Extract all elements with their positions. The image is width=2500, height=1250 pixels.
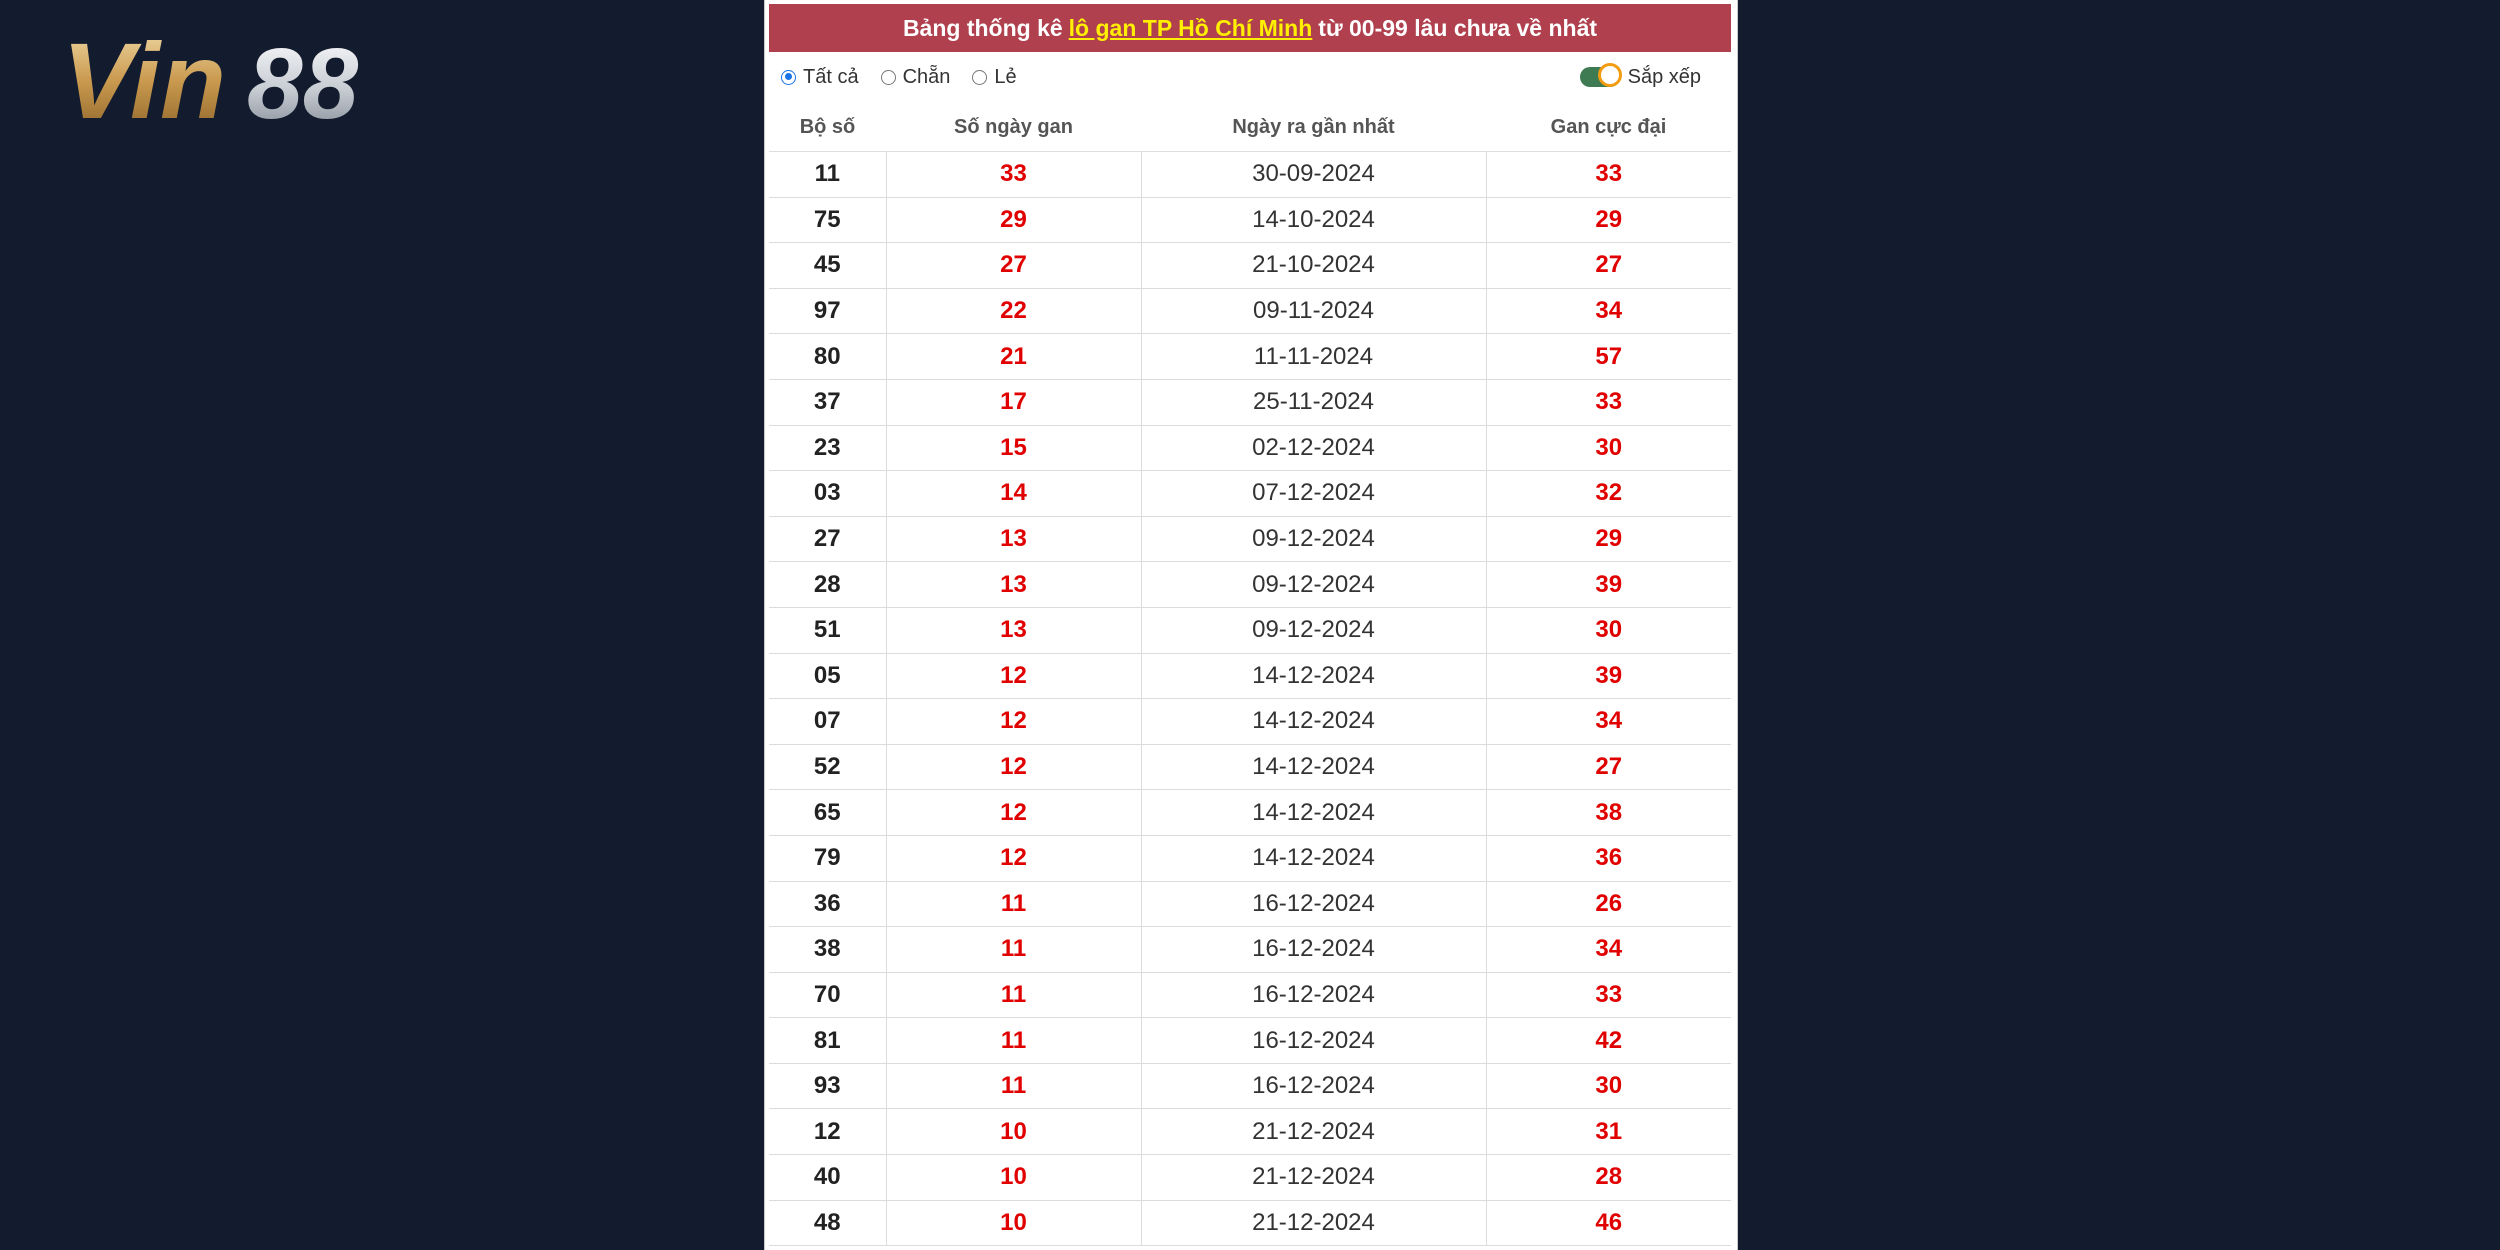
cell-so-ngay-gan: 22	[886, 288, 1141, 334]
table-row	[769, 835, 1731, 881]
cell-bo-so: 81	[769, 1018, 886, 1064]
cell-ngay-ra: 14-12-2024	[1141, 744, 1486, 790]
cell-gan-cuc-dai: 31	[1486, 1109, 1731, 1155]
cell-ngay-ra: 21-12-2024	[1141, 1155, 1486, 1201]
cell-gan-cuc-dai: 26	[1486, 881, 1731, 927]
cell-gan-cuc-dai: 30	[1486, 425, 1731, 471]
table-row	[769, 881, 1731, 927]
table-row	[769, 562, 1731, 608]
filter-all[interactable]	[781, 66, 859, 89]
table-row	[769, 516, 1731, 562]
cell-so-ngay-gan: 12	[886, 699, 1141, 745]
svg-text:88: 88	[247, 28, 359, 133]
lo-gan-table	[769, 104, 1731, 1246]
cell-ngay-ra: 14-12-2024	[1141, 790, 1486, 836]
sort-label: Sắp xếp	[1627, 65, 1701, 88]
cell-so-ngay-gan: 13	[886, 607, 1141, 653]
cell-gan-cuc-dai: 28	[1486, 1155, 1731, 1201]
cell-bo-so: 11	[769, 152, 886, 198]
cell-so-ngay-gan: 11	[886, 1063, 1141, 1109]
cell-gan-cuc-dai: 34	[1486, 288, 1731, 334]
table-title	[769, 4, 1731, 52]
table-row	[769, 197, 1731, 243]
radio-all-icon[interactable]	[781, 70, 796, 85]
header-ngay-ra: Ngày ra gần nhất	[1141, 104, 1486, 152]
table-body	[769, 152, 1731, 1246]
table-row	[769, 288, 1731, 334]
cell-ngay-ra: 14-12-2024	[1141, 835, 1486, 881]
cell-bo-so: 52	[769, 744, 886, 790]
cell-bo-so: 37	[769, 379, 886, 425]
cell-ngay-ra: 14-12-2024	[1141, 653, 1486, 699]
cell-ngay-ra: 09-12-2024	[1141, 562, 1486, 608]
cell-gan-cuc-dai: 33	[1486, 152, 1731, 198]
table-row	[769, 790, 1731, 836]
cell-bo-so: 40	[769, 1155, 886, 1201]
cell-gan-cuc-dai: 27	[1486, 744, 1731, 790]
table-row	[769, 972, 1731, 1018]
table-header-row	[769, 104, 1731, 152]
cell-bo-so: 79	[769, 835, 886, 881]
cell-bo-so: 38	[769, 927, 886, 973]
cell-ngay-ra: 21-12-2024	[1141, 1200, 1486, 1246]
cell-so-ngay-gan: 11	[886, 927, 1141, 973]
radio-odd-icon[interactable]	[972, 70, 987, 85]
cell-so-ngay-gan: 11	[886, 972, 1141, 1018]
header-gan-cuc-dai: Gan cực đại	[1486, 104, 1731, 152]
vin88-logo	[62, 18, 422, 133]
cell-so-ngay-gan: 33	[886, 152, 1141, 198]
cell-ngay-ra: 07-12-2024	[1141, 471, 1486, 517]
cell-gan-cuc-dai: 30	[1486, 1063, 1731, 1109]
cell-gan-cuc-dai: 33	[1486, 379, 1731, 425]
table-row	[769, 334, 1731, 380]
table-row	[769, 243, 1731, 289]
cell-bo-so: 36	[769, 881, 886, 927]
cell-bo-so: 75	[769, 197, 886, 243]
table-row	[769, 379, 1731, 425]
cell-so-ngay-gan: 13	[886, 516, 1141, 562]
cell-ngay-ra: 25-11-2024	[1141, 379, 1486, 425]
filter-odd[interactable]	[972, 66, 1016, 89]
cell-ngay-ra: 09-12-2024	[1141, 516, 1486, 562]
table-row	[769, 927, 1731, 973]
cell-so-ngay-gan: 10	[886, 1109, 1141, 1155]
cell-gan-cuc-dai: 39	[1486, 562, 1731, 608]
cell-bo-so: 93	[769, 1063, 886, 1109]
cell-so-ngay-gan: 17	[886, 379, 1141, 425]
table-row	[769, 607, 1731, 653]
table-row	[769, 425, 1731, 471]
cell-ngay-ra: 09-11-2024	[1141, 288, 1486, 334]
cell-ngay-ra: 16-12-2024	[1141, 881, 1486, 927]
cell-ngay-ra: 16-12-2024	[1141, 1063, 1486, 1109]
cell-gan-cuc-dai: 34	[1486, 927, 1731, 973]
cell-ngay-ra: 16-12-2024	[1141, 972, 1486, 1018]
cell-so-ngay-gan: 12	[886, 744, 1141, 790]
cell-gan-cuc-dai: 42	[1486, 1018, 1731, 1064]
filter-even[interactable]	[881, 66, 951, 89]
cell-bo-so: 28	[769, 562, 886, 608]
cell-gan-cuc-dai: 29	[1486, 197, 1731, 243]
cell-gan-cuc-dai: 46	[1486, 1200, 1731, 1246]
cell-so-ngay-gan: 13	[886, 562, 1141, 608]
cell-ngay-ra: 14-10-2024	[1141, 197, 1486, 243]
cell-so-ngay-gan: 21	[886, 334, 1141, 380]
cell-so-ngay-gan: 10	[886, 1155, 1141, 1201]
sort-toggle-group[interactable]	[1580, 66, 1701, 89]
cell-gan-cuc-dai: 57	[1486, 334, 1731, 380]
table-row	[769, 1063, 1731, 1109]
cell-gan-cuc-dai: 30	[1486, 607, 1731, 653]
filter-bar	[769, 56, 1731, 98]
cell-bo-so: 45	[769, 243, 886, 289]
cell-gan-cuc-dai: 32	[1486, 471, 1731, 517]
cell-ngay-ra: 02-12-2024	[1141, 425, 1486, 471]
cell-bo-so: 70	[769, 972, 886, 1018]
cell-ngay-ra: 21-10-2024	[1141, 243, 1486, 289]
cell-ngay-ra: 09-12-2024	[1141, 607, 1486, 653]
cell-so-ngay-gan: 12	[886, 790, 1141, 836]
lo-gan-panel	[764, 0, 1738, 1250]
cell-gan-cuc-dai: 36	[1486, 835, 1731, 881]
table-row	[769, 1018, 1731, 1064]
svg-text:Vin: Vin	[62, 20, 227, 133]
filter-odd-label: Lẻ	[994, 65, 1017, 88]
cell-gan-cuc-dai: 33	[1486, 972, 1731, 1018]
table-row	[769, 744, 1731, 790]
cell-so-ngay-gan: 15	[886, 425, 1141, 471]
cell-bo-so: 05	[769, 653, 886, 699]
cell-so-ngay-gan: 12	[886, 653, 1141, 699]
cell-bo-so: 51	[769, 607, 886, 653]
cell-gan-cuc-dai: 39	[1486, 653, 1731, 699]
cell-ngay-ra: 11-11-2024	[1141, 334, 1486, 380]
cell-so-ngay-gan: 11	[886, 1018, 1141, 1064]
cell-bo-so: 65	[769, 790, 886, 836]
radio-even-icon[interactable]	[881, 70, 896, 85]
title-suffix: từ 00-99 lâu chưa về nhất	[1318, 14, 1598, 41]
cell-bo-so: 03	[769, 471, 886, 517]
cell-bo-so: 07	[769, 699, 886, 745]
cell-so-ngay-gan: 12	[886, 835, 1141, 881]
table-row	[769, 653, 1731, 699]
cell-ngay-ra: 16-12-2024	[1141, 927, 1486, 973]
cell-gan-cuc-dai: 27	[1486, 243, 1731, 289]
header-so-ngay-gan: Số ngày gan	[886, 104, 1141, 152]
cell-so-ngay-gan: 11	[886, 881, 1141, 927]
table-row	[769, 1200, 1731, 1246]
cell-bo-so: 27	[769, 516, 886, 562]
cell-ngay-ra: 21-12-2024	[1141, 1109, 1486, 1155]
cell-bo-so: 23	[769, 425, 886, 471]
cell-gan-cuc-dai: 38	[1486, 790, 1731, 836]
cell-so-ngay-gan: 14	[886, 471, 1141, 517]
cell-bo-so: 80	[769, 334, 886, 380]
cell-ngay-ra: 16-12-2024	[1141, 1018, 1486, 1064]
cell-bo-so: 12	[769, 1109, 886, 1155]
table-row	[769, 471, 1731, 517]
toggle-knob-icon	[1598, 63, 1622, 87]
cell-gan-cuc-dai: 29	[1486, 516, 1731, 562]
cell-bo-so: 97	[769, 288, 886, 334]
cell-so-ngay-gan: 10	[886, 1200, 1141, 1246]
cell-ngay-ra: 14-12-2024	[1141, 699, 1486, 745]
title-prefix: Bảng thống kê	[902, 14, 1063, 41]
sort-toggle[interactable]	[1580, 67, 1620, 87]
filter-even-label: Chẵn	[902, 65, 951, 88]
title-link[interactable]: lô gan TP Hồ Chí Minh	[1068, 14, 1313, 41]
cell-bo-so: 48	[769, 1200, 886, 1246]
table-row	[769, 1109, 1731, 1155]
cell-so-ngay-gan: 29	[886, 197, 1141, 243]
header-bo-so: Bộ số	[769, 104, 886, 152]
table-row	[769, 699, 1731, 745]
table-row	[769, 152, 1731, 198]
cell-so-ngay-gan: 27	[886, 243, 1141, 289]
table-row	[769, 1155, 1731, 1201]
cell-gan-cuc-dai: 34	[1486, 699, 1731, 745]
filter-all-label: Tất cả	[803, 65, 859, 88]
cell-ngay-ra: 30-09-2024	[1141, 152, 1486, 198]
